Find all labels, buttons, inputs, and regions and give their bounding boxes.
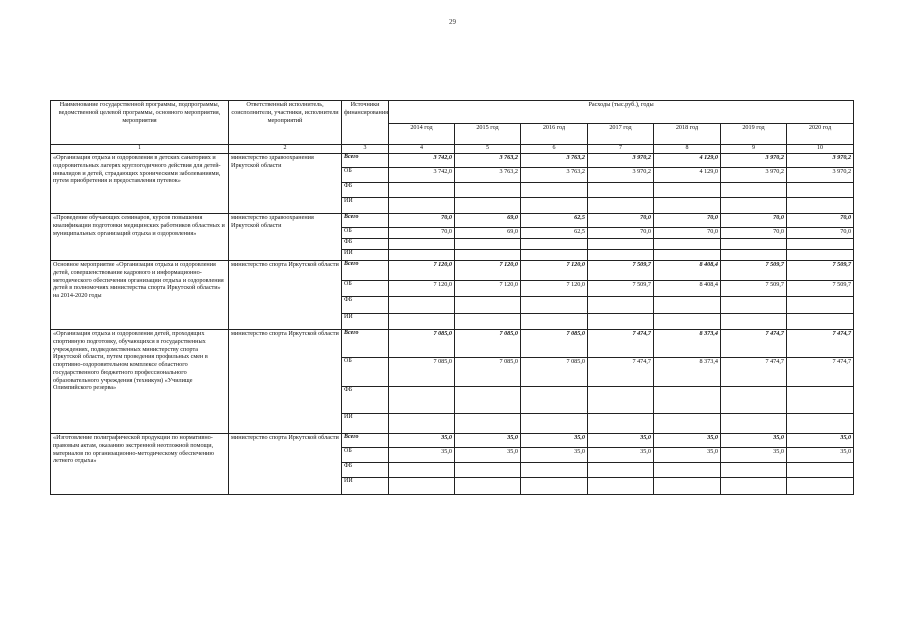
expense-value-total: 7 120,0 (521, 261, 588, 281)
header-year: 2020 год (787, 124, 854, 145)
expense-value-ob: 7 509,7 (721, 281, 787, 297)
expense-value-fb (588, 387, 654, 414)
expense-value-ob: 7 120,0 (455, 281, 521, 297)
expense-value-ii (654, 198, 721, 214)
expense-value-fb (588, 183, 654, 198)
header-executor: Ответственный исполнитель, соисполнители, участники, исполнители мероприятий (229, 101, 342, 145)
expense-value-fb (455, 387, 521, 414)
expense-value-ii (721, 250, 787, 261)
expense-value-total: 7 120,0 (455, 261, 521, 281)
expense-value-ii (721, 478, 787, 495)
expense-value-fb (521, 183, 588, 198)
expense-value-fb (721, 463, 787, 478)
funding-source-total: Всего (342, 434, 389, 448)
expense-value-ii (521, 414, 588, 434)
expense-value-ob: 3 742,0 (389, 168, 455, 183)
expense-value-fb (721, 297, 787, 314)
expense-value-ii (389, 198, 455, 214)
header-year: 2018 год (654, 124, 721, 145)
responsible-executor: министерство спорта Иркутской области (229, 330, 342, 434)
expense-value-ii (455, 478, 521, 495)
expense-value-ii (787, 314, 854, 330)
column-number: 5 (455, 145, 521, 154)
funding-source-ob: ОБ (342, 281, 389, 297)
expense-value-ob: 35,0 (455, 448, 521, 463)
expense-value-ob: 7 474,7 (787, 358, 854, 387)
expense-value-ii (787, 250, 854, 261)
expense-value-total: 70,0 (588, 214, 654, 228)
responsible-executor: министерство спорта Иркутской области (229, 434, 342, 495)
expense-value-total: 7 509,7 (588, 261, 654, 281)
column-number: 2 (229, 145, 342, 154)
column-number: 7 (588, 145, 654, 154)
expense-value-ob: 70,0 (787, 228, 854, 239)
funding-source-ob: ОБ (342, 168, 389, 183)
column-number: 6 (521, 145, 588, 154)
expense-value-total: 35,0 (389, 434, 455, 448)
expense-value-ob: 7 474,7 (721, 358, 787, 387)
table-row-total (51, 261, 854, 281)
column-number: 1 (51, 145, 229, 154)
expense-value-total: 7 085,0 (389, 330, 455, 358)
expense-value-fb (521, 239, 588, 250)
funding-source-ob: ОБ (342, 228, 389, 239)
table-row-total (51, 214, 854, 228)
expense-value-fb (389, 183, 455, 198)
expense-value-total: 70,0 (721, 214, 787, 228)
expense-value-ob: 7 474,7 (588, 358, 654, 387)
expense-value-ob: 35,0 (721, 448, 787, 463)
expense-value-ii (455, 414, 521, 434)
column-number: 8 (654, 145, 721, 154)
expense-value-ii (787, 478, 854, 495)
expense-value-ob: 35,0 (787, 448, 854, 463)
header-source: Источники финансирования (342, 101, 389, 145)
header-year: 2015 год (455, 124, 521, 145)
column-number: 4 (389, 145, 455, 154)
header-program: Наименование государственной программы, подпрограммы, ведомственной целевой программы, основного мероприятия, мероприятия (51, 101, 229, 145)
funding-source-ii: ИИ (342, 198, 389, 214)
column-number-row (51, 145, 854, 154)
funding-source-total: Всего (342, 261, 389, 281)
funding-source-fb: ФБ (342, 387, 389, 414)
expense-value-ob: 62,5 (521, 228, 588, 239)
expense-value-ii (654, 250, 721, 261)
funding-source-ii: ИИ (342, 314, 389, 330)
funding-source-ii: ИИ (342, 478, 389, 495)
expense-value-fb (521, 387, 588, 414)
funding-source-fb: ФБ (342, 183, 389, 198)
expense-value-ob: 7 085,0 (455, 358, 521, 387)
expense-value-ob: 69,0 (455, 228, 521, 239)
expense-value-ii (455, 314, 521, 330)
header-year: 2016 год (521, 124, 588, 145)
expense-value-total: 3 970,2 (721, 154, 787, 168)
expense-value-ii (787, 414, 854, 434)
table-row-total (51, 434, 854, 448)
activity-description: «Проведение обучающих семинаров, курсов повышения квалификации подготовки медицинских работников областных и муниципальных организаций отдыха и оздоровления» (51, 214, 229, 261)
page-number: 29 (449, 18, 456, 26)
expense-value-fb (521, 463, 588, 478)
expense-value-ii (721, 198, 787, 214)
table-row-total (51, 330, 854, 358)
expense-value-fb (455, 239, 521, 250)
expense-value-fb (455, 297, 521, 314)
expense-value-ii (588, 198, 654, 214)
expense-value-ii (521, 250, 588, 261)
expense-value-total: 35,0 (721, 434, 787, 448)
expense-value-total: 8 408,4 (654, 261, 721, 281)
expense-value-ob: 7 509,7 (787, 281, 854, 297)
funding-source-total: Всего (342, 330, 389, 358)
expense-value-fb (389, 239, 455, 250)
expense-value-total: 3 763,2 (455, 154, 521, 168)
expense-value-total: 35,0 (654, 434, 721, 448)
expense-value-fb (455, 183, 521, 198)
expense-value-total: 4 129,0 (654, 154, 721, 168)
expense-value-ob: 35,0 (654, 448, 721, 463)
expense-value-total: 3 742,0 (389, 154, 455, 168)
expense-value-fb (588, 463, 654, 478)
activity-description: «Изготовление полиграфической продукции по нормативно-правовым актам, оказанию экстренной неотложной помощи, материалов по организационно-методическому обеспечению летнего отдыха» (51, 434, 229, 495)
expense-value-fb (787, 239, 854, 250)
header-row-1 (51, 101, 854, 124)
funding-source-fb: ФБ (342, 463, 389, 478)
expense-value-ob: 35,0 (588, 448, 654, 463)
expense-value-ii (654, 414, 721, 434)
expense-value-ii (787, 198, 854, 214)
expense-value-ii (455, 250, 521, 261)
expense-value-fb (787, 183, 854, 198)
expense-value-fb (721, 183, 787, 198)
expense-value-ii (455, 198, 521, 214)
funding-source-ob: ОБ (342, 358, 389, 387)
expense-value-ii (389, 314, 455, 330)
expense-value-total: 69,0 (455, 214, 521, 228)
header-expenses: Расходы (тыс.руб.), годы (389, 101, 854, 124)
expense-value-total: 35,0 (521, 434, 588, 448)
expense-value-total: 8 373,4 (654, 330, 721, 358)
expense-value-ob: 3 970,2 (787, 168, 854, 183)
expense-value-ob: 7 120,0 (521, 281, 588, 297)
expense-value-ii (389, 414, 455, 434)
header-year: 2019 год (721, 124, 787, 145)
expense-value-ii (389, 250, 455, 261)
expense-value-total: 35,0 (455, 434, 521, 448)
expense-value-ii (521, 314, 588, 330)
expense-value-ii (588, 414, 654, 434)
expense-value-fb (787, 297, 854, 314)
expense-value-ob: 7 085,0 (521, 358, 588, 387)
funding-source-total: Всего (342, 214, 389, 228)
activity-description: «Организация отдыха и оздоровления детей, проходящих спортивную подготовку, обучающихся в государственных учреждениях, подведомственных министерству спорта Иркутской области, путем проведения профильных смен в спортивно-оздоровительном комплексе областного государственного бюджетного профессионального образовательного учреждения (техникум) «Училище Олимпийского резерва» (51, 330, 229, 434)
expense-value-total: 3 763,2 (521, 154, 588, 168)
expense-value-fb (787, 387, 854, 414)
expense-value-total: 7 085,0 (521, 330, 588, 358)
expense-value-total: 35,0 (787, 434, 854, 448)
expense-value-ii (521, 478, 588, 495)
expense-value-ob: 8 373,4 (654, 358, 721, 387)
expense-value-total: 70,0 (389, 214, 455, 228)
expense-value-total: 7 509,7 (787, 261, 854, 281)
header-year: 2014 год (389, 124, 455, 145)
responsible-executor: министерство здравоохранения Иркутской области (229, 214, 342, 261)
funding-source-ii: ИИ (342, 414, 389, 434)
funding-source-ii: ИИ (342, 250, 389, 261)
expense-value-fb (654, 239, 721, 250)
header-year: 2017 год (588, 124, 654, 145)
expense-value-ob: 8 408,4 (654, 281, 721, 297)
expense-value-fb (588, 297, 654, 314)
responsible-executor: министерство спорта Иркутской области (229, 261, 342, 330)
expense-value-ob: 35,0 (389, 448, 455, 463)
expense-value-fb (588, 239, 654, 250)
expense-value-ii (721, 414, 787, 434)
expense-value-ob: 7 509,7 (588, 281, 654, 297)
expense-value-fb (787, 463, 854, 478)
expense-value-ob: 70,0 (588, 228, 654, 239)
expense-value-ii (654, 478, 721, 495)
expense-value-ob: 3 763,2 (521, 168, 588, 183)
expense-value-fb (654, 463, 721, 478)
expense-value-fb (389, 297, 455, 314)
funding-source-fb: ФБ (342, 297, 389, 314)
activity-description: Основное мероприятие «Организация отдыха и оздоровления детей, совершенствование кадрового и информационно-методического обеспечения организации отдыха и оздоровления детей в полномочиях министерства спорта Иркутской области» на 2014-2020 годы (51, 261, 229, 330)
expense-value-ob: 35,0 (521, 448, 588, 463)
expense-value-total: 3 970,2 (787, 154, 854, 168)
expense-value-ob: 7 120,0 (389, 281, 455, 297)
funding-source-ob: ОБ (342, 448, 389, 463)
responsible-executor: министерство здравоохранения Иркутской области (229, 154, 342, 214)
expense-value-fb (521, 297, 588, 314)
expense-value-total: 35,0 (588, 434, 654, 448)
expense-value-total: 7 474,7 (787, 330, 854, 358)
expense-value-fb (654, 297, 721, 314)
expense-value-ii (588, 250, 654, 261)
expense-value-ob: 3 763,2 (455, 168, 521, 183)
expense-value-fb (389, 463, 455, 478)
column-number: 3 (342, 145, 389, 154)
expense-value-total: 7 085,0 (455, 330, 521, 358)
expense-value-ob: 3 970,2 (588, 168, 654, 183)
expense-value-ob: 70,0 (389, 228, 455, 239)
expense-value-ii (389, 478, 455, 495)
expense-value-ob: 4 129,0 (654, 168, 721, 183)
funding-source-fb: ФБ (342, 239, 389, 250)
activity-description: «Организация отдыха и оздоровления в детских санаториях и оздоровительных лагерях круглогодичного действия для детей-инвалидов и детей, страдающих хроническими заболеваниями, путем приобретения и предоставления путевок» (51, 154, 229, 214)
expense-value-ii (521, 198, 588, 214)
expense-value-fb (654, 183, 721, 198)
expense-value-ii (721, 314, 787, 330)
expense-value-fb (455, 463, 521, 478)
expense-value-fb (389, 387, 455, 414)
expense-value-total: 7 474,7 (721, 330, 787, 358)
expense-value-ob: 70,0 (721, 228, 787, 239)
table-row-total (51, 154, 854, 168)
expense-value-fb (654, 387, 721, 414)
expense-value-ob: 7 085,0 (389, 358, 455, 387)
expense-value-total: 7 509,7 (721, 261, 787, 281)
expense-value-fb (721, 239, 787, 250)
budget-table (50, 100, 854, 495)
expense-value-fb (721, 387, 787, 414)
column-number: 9 (721, 145, 787, 154)
expense-value-total: 7 120,0 (389, 261, 455, 281)
expense-value-total: 7 474,7 (588, 330, 654, 358)
expense-value-total: 62,5 (521, 214, 588, 228)
expense-value-total: 70,0 (654, 214, 721, 228)
expense-value-total: 3 970,2 (588, 154, 654, 168)
expense-value-ii (588, 314, 654, 330)
expense-value-ii (654, 314, 721, 330)
expense-value-total: 70,0 (787, 214, 854, 228)
expense-value-ob: 3 970,2 (721, 168, 787, 183)
column-number: 10 (787, 145, 854, 154)
expense-value-ob: 70,0 (654, 228, 721, 239)
expense-value-ii (588, 478, 654, 495)
funding-source-total: Всего (342, 154, 389, 168)
